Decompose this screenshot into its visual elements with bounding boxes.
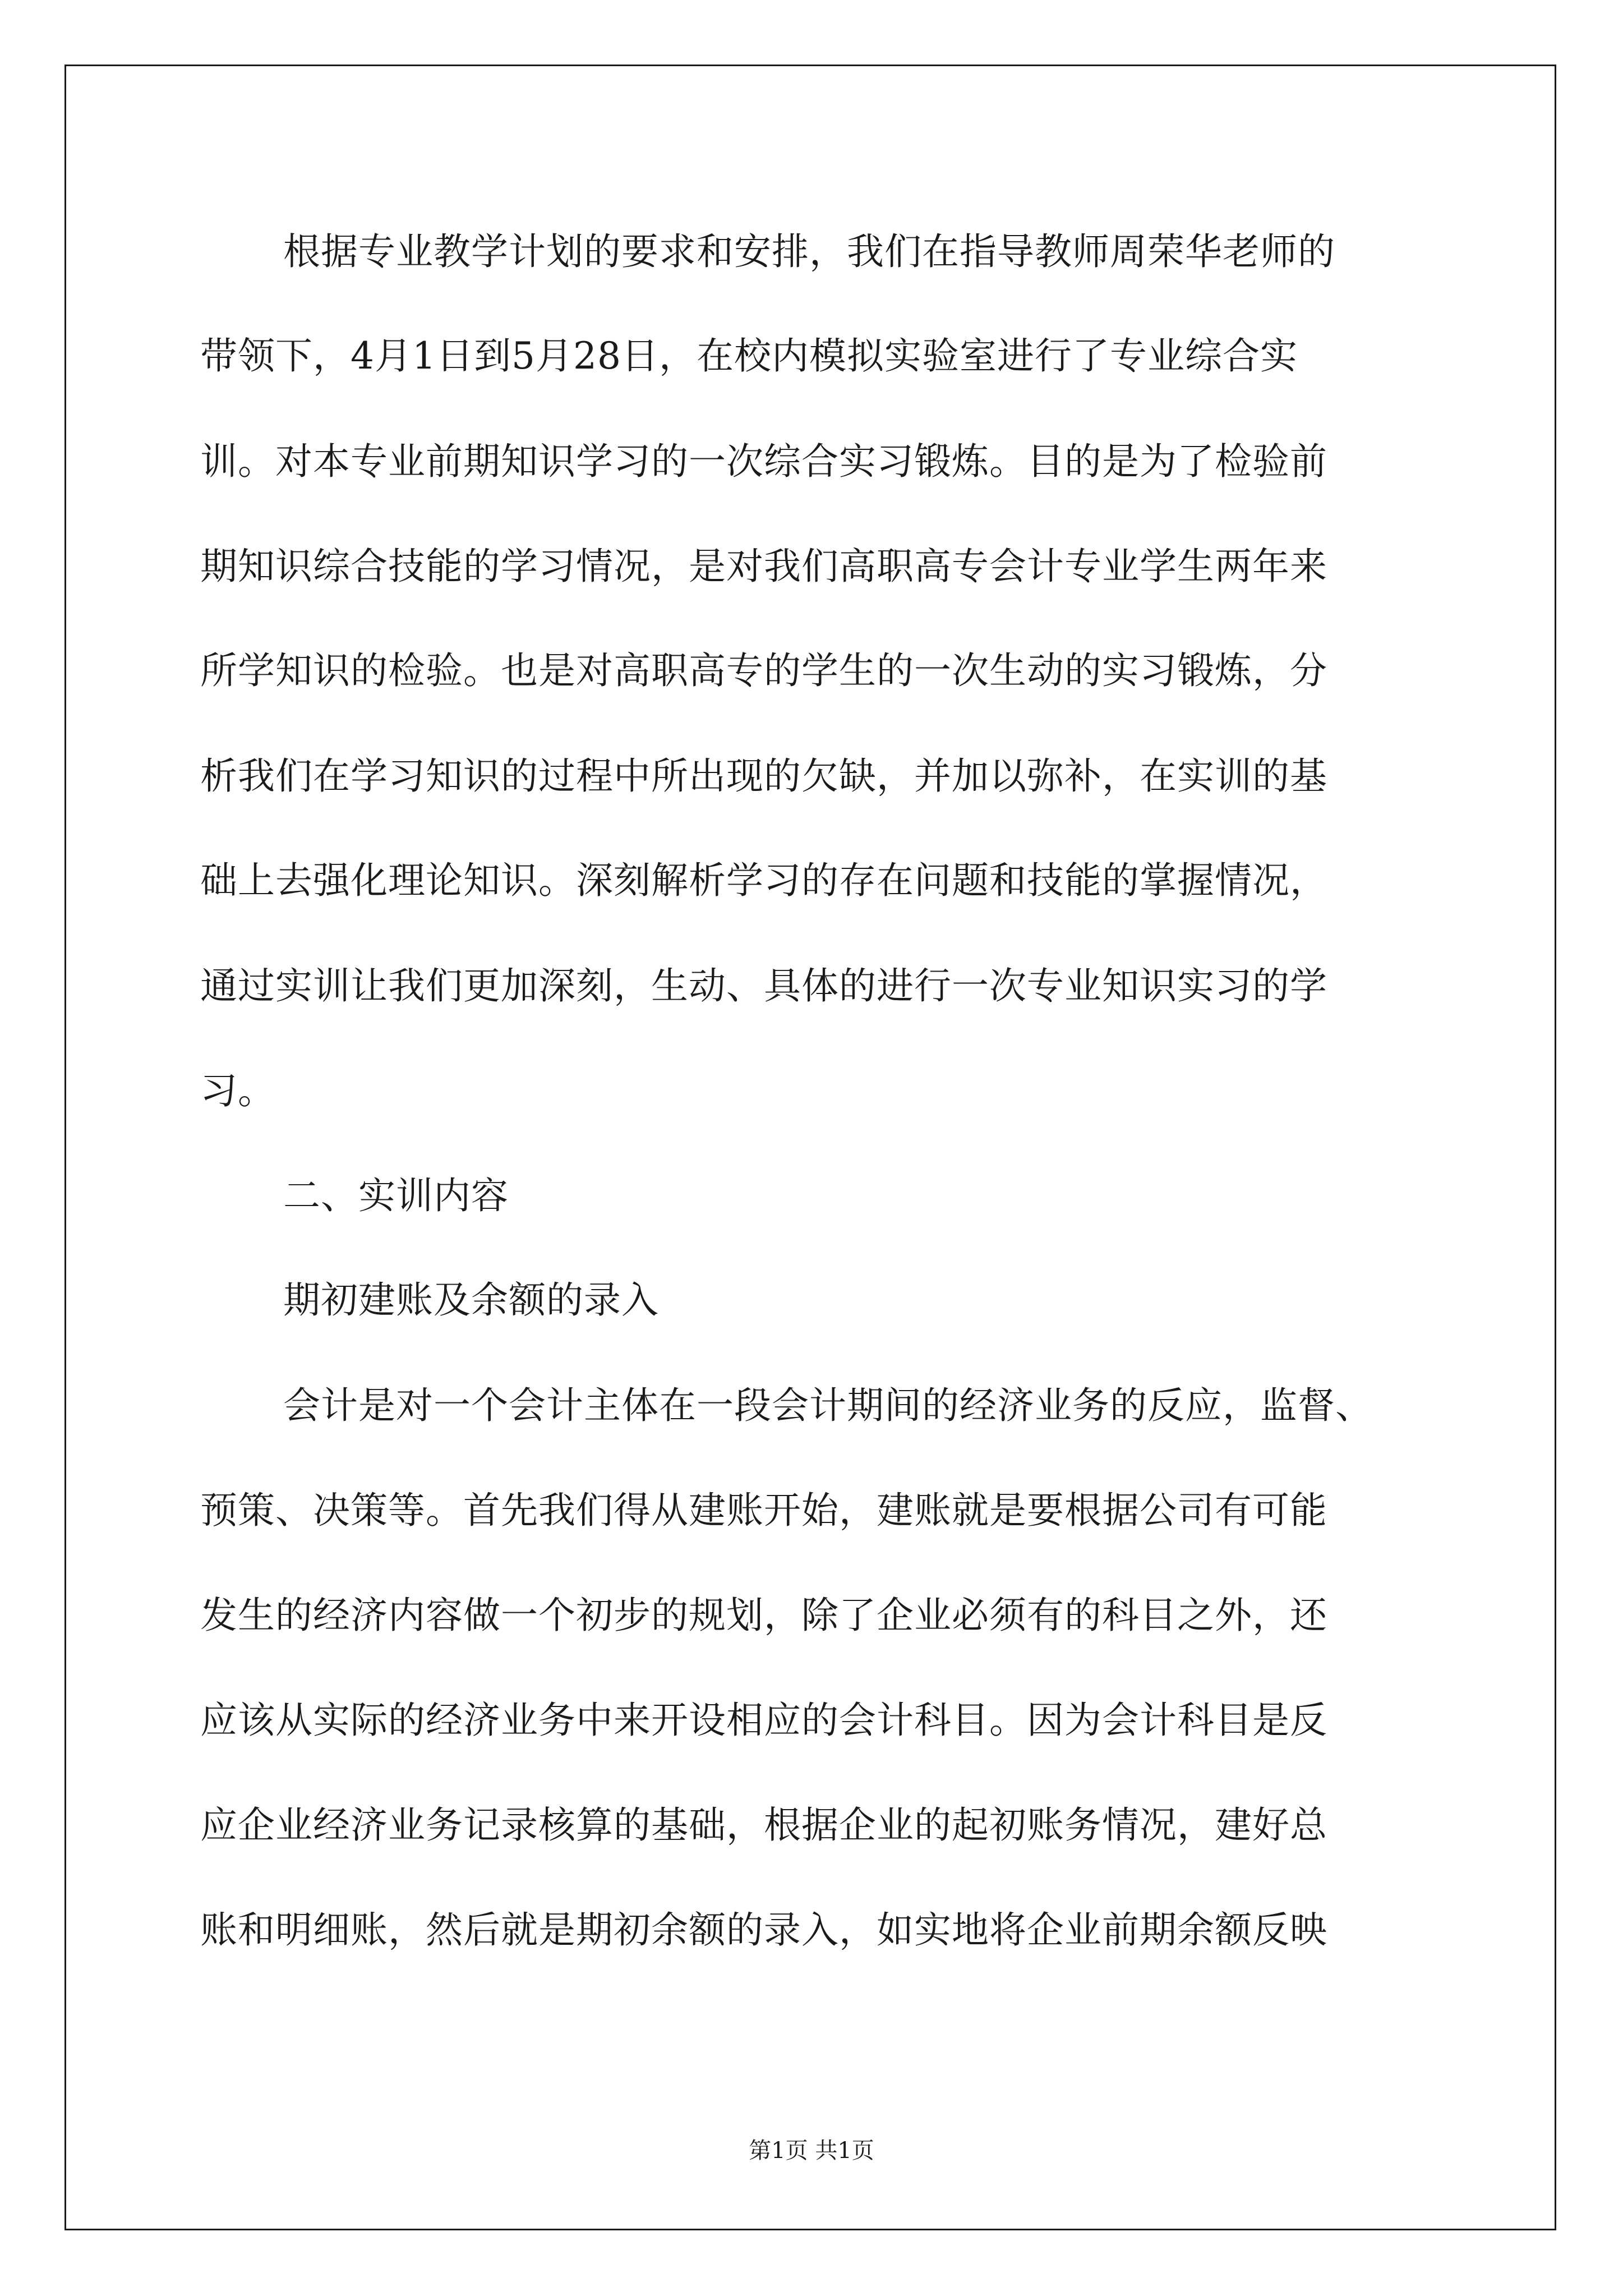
paragraph-line: 会计是对一个会计主体在一段会计期间的经济业务的反应，监督、 <box>283 1384 1373 1427</box>
paragraph-line: 发生的经济内容做一个初步的规划，除了企业必须有的科目之外，还 <box>200 1594 1327 1637</box>
paragraph-line: 通过实训让我们更加深刻，生动、具体的进行一次专业知识实习的学 <box>200 964 1327 1007</box>
paragraph-line: 账和明细账，然后就是期初余额的录入，如实地将企业前期余额反映 <box>200 1908 1327 1952</box>
paragraph-line: 应企业经济业务记录核算的基础，根据企业的起初账务情况，建好总 <box>200 1803 1327 1847</box>
subsection-heading: 期初建账及余额的录入 <box>283 1278 659 1322</box>
paragraph-line: 应该从实际的经济业务中来开设相应的会计科目。因为会计科目是反 <box>200 1699 1327 1742</box>
paragraph-line: 预策、决策等。首先我们得从建账开始，建账就是要根据公司有可能 <box>200 1489 1327 1532</box>
section-heading: 二、实训内容 <box>283 1174 509 1217</box>
paragraph-line: 训。对本专业前期知识学习的一次综合实习锻炼。目的是为了检验前 <box>200 440 1327 483</box>
paragraph-line: 所学知识的检验。也是对高职高专的学生的一次生动的实习锻炼，分 <box>200 649 1327 692</box>
paragraph-line: 析我们在学习知识的过程中所出现的欠缺，并加以弥补，在实训的基 <box>200 754 1327 798</box>
paragraph-line: 期知识综合技能的学习情况，是对我们高职高专会计专业学生两年来 <box>200 545 1327 588</box>
paragraph-line: 习。 <box>200 1069 275 1112</box>
paragraph-line: 根据专业教学计划的要求和安排，我们在指导教师周荣华老师的 <box>283 230 1335 273</box>
paragraph-line: 础上去强化理论知识。深刻解析学习的存在问题和技能的掌握情况， <box>200 859 1327 902</box>
paragraph-line: 带领下，4月1日到5月28日，在校内模拟实验室进行了专业综合实 <box>200 334 1298 378</box>
page-footer: 第1页 共1页 <box>749 2138 874 2164</box>
